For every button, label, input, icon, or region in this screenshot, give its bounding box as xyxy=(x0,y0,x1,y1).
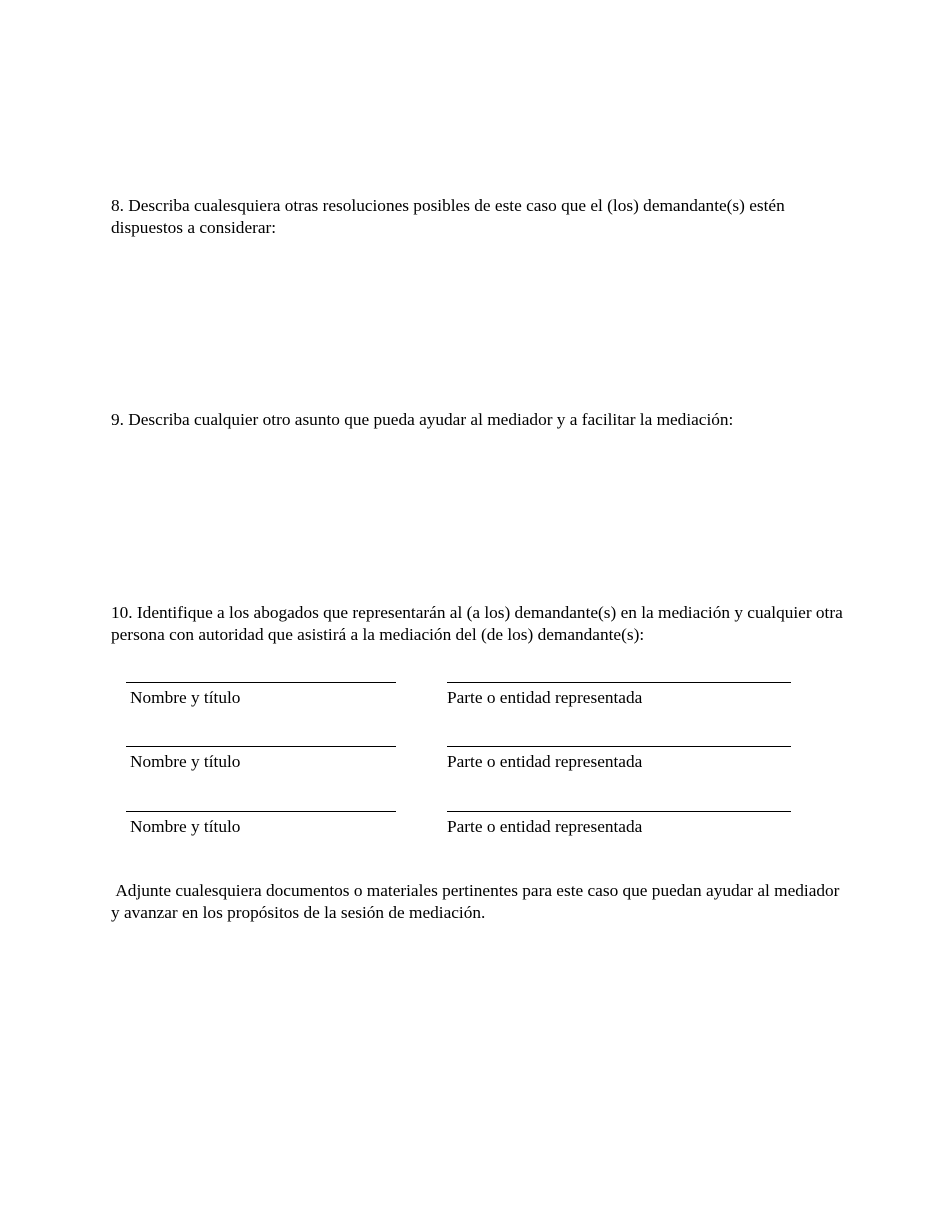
party-entity-caption: Parte o entidad representada xyxy=(447,688,643,707)
name-title-caption: Nombre y título xyxy=(130,688,241,707)
attachment-instruction: Adjunte cualesquiera documentos o materiales pertinentes para este caso que puedan ayudar al mediador y avanzar en los propósitos de la sesión de mediación. xyxy=(111,881,844,922)
signature-row xyxy=(0,811,950,851)
name-signature-line[interactable] xyxy=(126,682,396,683)
party-entity-caption: Parte o entidad representada xyxy=(447,817,643,836)
party-entity-caption: Parte o entidad representada xyxy=(447,752,643,771)
question-9-text: 9. Describa cualquier otro asunto que pueda ayudar al mediador y a facilitar la mediación: xyxy=(111,410,734,429)
name-title-caption: Nombre y título xyxy=(130,817,241,836)
party-signature-line[interactable] xyxy=(447,811,791,812)
signature-row xyxy=(0,682,950,722)
name-title-caption: Nombre y título xyxy=(130,752,241,771)
question-8-text: 8. Describa cualesquiera otras resoluciones posibles de este caso que el (los) demandante(s) estén dispuestos a considerar: xyxy=(111,196,785,237)
name-signature-line[interactable] xyxy=(126,746,396,747)
signature-row xyxy=(0,746,950,786)
question-10-text: 10. Identifique a los abogados que representarán al (a los) demandante(s) en la mediación y cualquier otra persona con autoridad que asistirá a la mediación del (de los) demandante(s): xyxy=(111,603,843,644)
name-signature-line[interactable] xyxy=(126,811,396,812)
party-signature-line[interactable] xyxy=(447,746,791,747)
party-signature-line[interactable] xyxy=(447,682,791,683)
